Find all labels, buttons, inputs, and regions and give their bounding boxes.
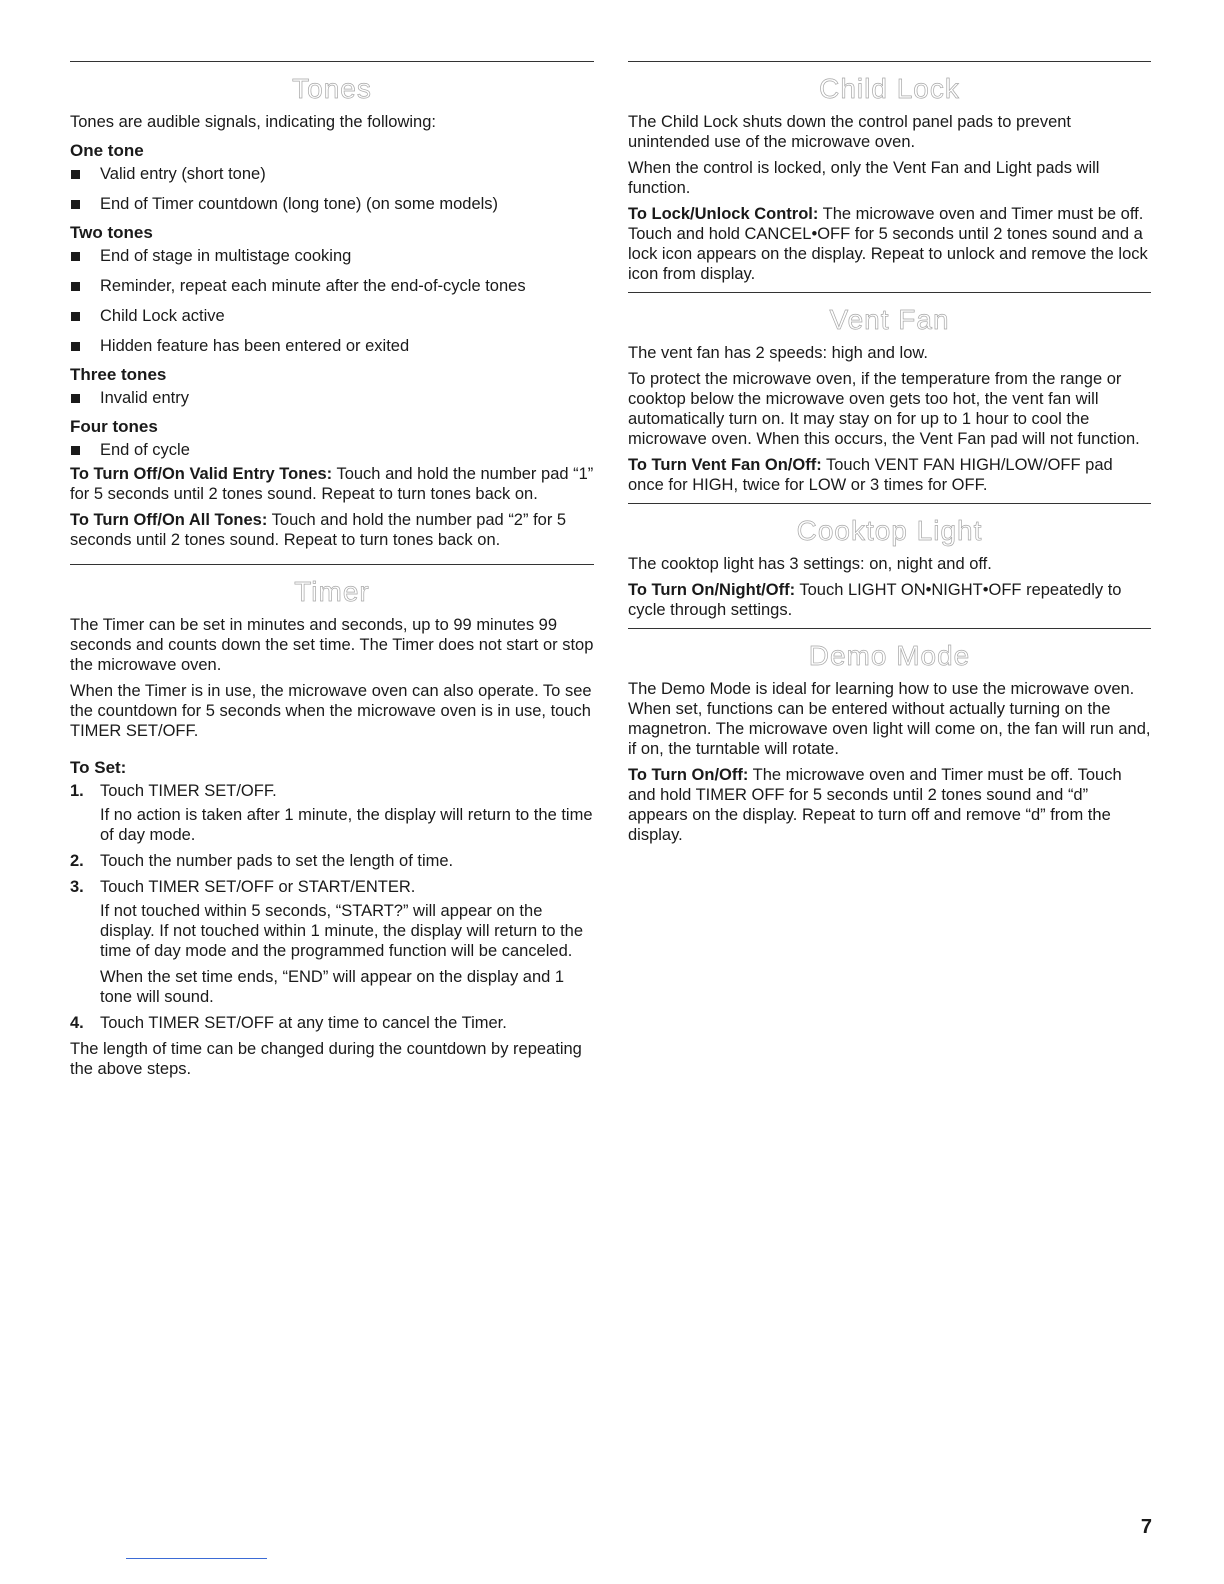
list-item: Hidden feature has been entered or exited [70, 336, 594, 356]
section-rule [628, 61, 1151, 62]
timer-steps [70, 781, 594, 1033]
section-rule [70, 61, 594, 62]
vent-fan-title: Vent Fan [829, 304, 950, 335]
tones-group-three [70, 364, 594, 408]
section-rule [70, 564, 594, 565]
list-item: Invalid entry [70, 388, 594, 408]
timer-paragraph: When the Timer is in use, the microwave oven can also operate. To see the countdown for 5 seconds when the microwave oven is in use, touch TIMER SET/OFF. [70, 682, 592, 740]
child-lock-instruction: To Lock/Unlock Control: The microwave oven and Timer must be off. Touch and hold CANCEL•OFF for 5 seconds until 2 tones sound and a lock icon appears on the display. Repeat to unlock and remove the lock icon from display. [628, 205, 1148, 283]
vent-fan-instruction: To Turn Vent Fan On/Off: Touch VENT FAN HIGH/LOW/OFF pad once for HIGH, twice for LOW or 3 times for OFF. [628, 456, 1113, 494]
right-column [628, 61, 1151, 851]
group-heading: Four tones [70, 417, 158, 436]
page-number: 7 [1140, 1516, 1152, 1538]
tones-title: Tones [292, 73, 372, 104]
group-heading: Two tones [70, 223, 153, 242]
child-lock-paragraph: The Child Lock shuts down the control panel pads to prevent unintended use of the microwave oven. [628, 113, 1072, 151]
cooktop-light-paragraph: The cooktop light has 3 settings: on, night and off. [628, 555, 992, 573]
cooktop-light-title: Cooktop Light [796, 515, 983, 546]
section-rule [628, 292, 1151, 293]
valid-entry-tones-instruction: To Turn Off/On Valid Entry Tones: Touch and hold the number pad “1” for 5 seconds until 2 tones sound. Repeat to turn tones back on. [70, 465, 594, 503]
all-tones-instruction: To Turn Off/On All Tones: Touch and hold the number pad “2” for 5 seconds until 2 tones sound. Repeat to turn tones back on. [70, 511, 567, 549]
section-rule [628, 628, 1151, 629]
step-item: 1. Touch TIMER SET/OFF. If no action is taken after 1 minute, the display will return to the time of day mode. [70, 782, 593, 844]
vent-fan-paragraph: The vent fan has 2 speeds: high and low. [628, 344, 928, 362]
demo-mode-paragraph: The Demo Mode is ideal for learning how to use the microwave oven. When set, functions can be entered without actually turning on the magnetron. The microwave oven light will come on, the fan will run and, if on, the turntable will rotate. [628, 680, 1151, 758]
step-note: When the set time ends, “END” will appear on the display and 1 tone will sound. [100, 968, 565, 1006]
footer-rule [126, 1558, 267, 1559]
list-item: End of cycle [70, 440, 594, 460]
list-item: End of stage in multistage cooking [70, 246, 594, 266]
step-note: If no action is taken after 1 minute, the display will return to the time of day mode. [100, 806, 593, 844]
to-set-heading: To Set: [70, 758, 127, 777]
vent-fan-paragraph: To protect the microwave oven, if the temperature from the range or cooktop below the microwave oven gets too hot, the vent fan will automatically turn on. It may stay on for up to 1 hour to cool the microwave oven. When this occurs, the Vent Fan pad will not function. [628, 370, 1140, 448]
tones-intro: Tones are audible signals, indicating the following: [70, 113, 436, 131]
cooktop-light-instruction: To Turn On/Night/Off: Touch LIGHT ON•NIGHT•OFF repeatedly to cycle through settings. [628, 581, 1122, 619]
timer-paragraph: The Timer can be set in minutes and seconds, up to 99 minutes 99 seconds and counts down the set time. The Timer does not start or stop the microwave oven. [70, 616, 594, 674]
list-item: End of Timer countdown (long tone) (on some models) [70, 194, 594, 214]
tones-group-four [70, 416, 594, 460]
child-lock-title: Child Lock [819, 73, 960, 104]
child-lock-paragraph: When the control is locked, only the Vent Fan and Light pads will function. [628, 159, 1100, 197]
step-item: 4. Touch TIMER SET/OFF at any time to cancel the Timer. [70, 1014, 507, 1032]
step-item: 2. Touch the number pads to set the length of time. [70, 852, 454, 870]
list-item: Valid entry (short tone) [70, 164, 594, 184]
step-item: 3. Touch TIMER SET/OFF or START/ENTER. If not touched within 5 seconds, “START?” will appear on the display. If not touched within 1 minute, the display will return to the time of day mode and the programmed function will be canceled. When the set time ends, “END” will appear on the display and 1 tone will sound. [70, 877, 594, 1007]
group-heading: One tone [70, 141, 144, 160]
list-item: Reminder, repeat each minute after the end-of-cycle tones [70, 276, 594, 296]
list-item: Child Lock active [70, 306, 594, 326]
left-column [70, 61, 594, 1085]
timer-closing: The length of time can be changed during the countdown by repeating the above steps. [70, 1040, 582, 1078]
group-heading: Three tones [70, 365, 167, 384]
demo-mode-instruction: To Turn On/Off: The microwave oven and Timer must be off. Touch and hold TIMER OFF for 5 seconds until 2 tones sound and “d” appears on the display. Repeat to turn off and remove “d” from the display. [628, 766, 1122, 844]
step-note: If not touched within 5 seconds, “START?” will appear on the display. If not touched within 1 minute, the display will return to the time of day mode and the programmed function will be canceled. [100, 902, 584, 960]
section-rule [628, 503, 1151, 504]
demo-mode-title: Demo Mode [808, 640, 971, 671]
tones-group-one [70, 140, 594, 214]
tones-group-two [70, 222, 594, 356]
timer-title: Timer [294, 576, 370, 607]
